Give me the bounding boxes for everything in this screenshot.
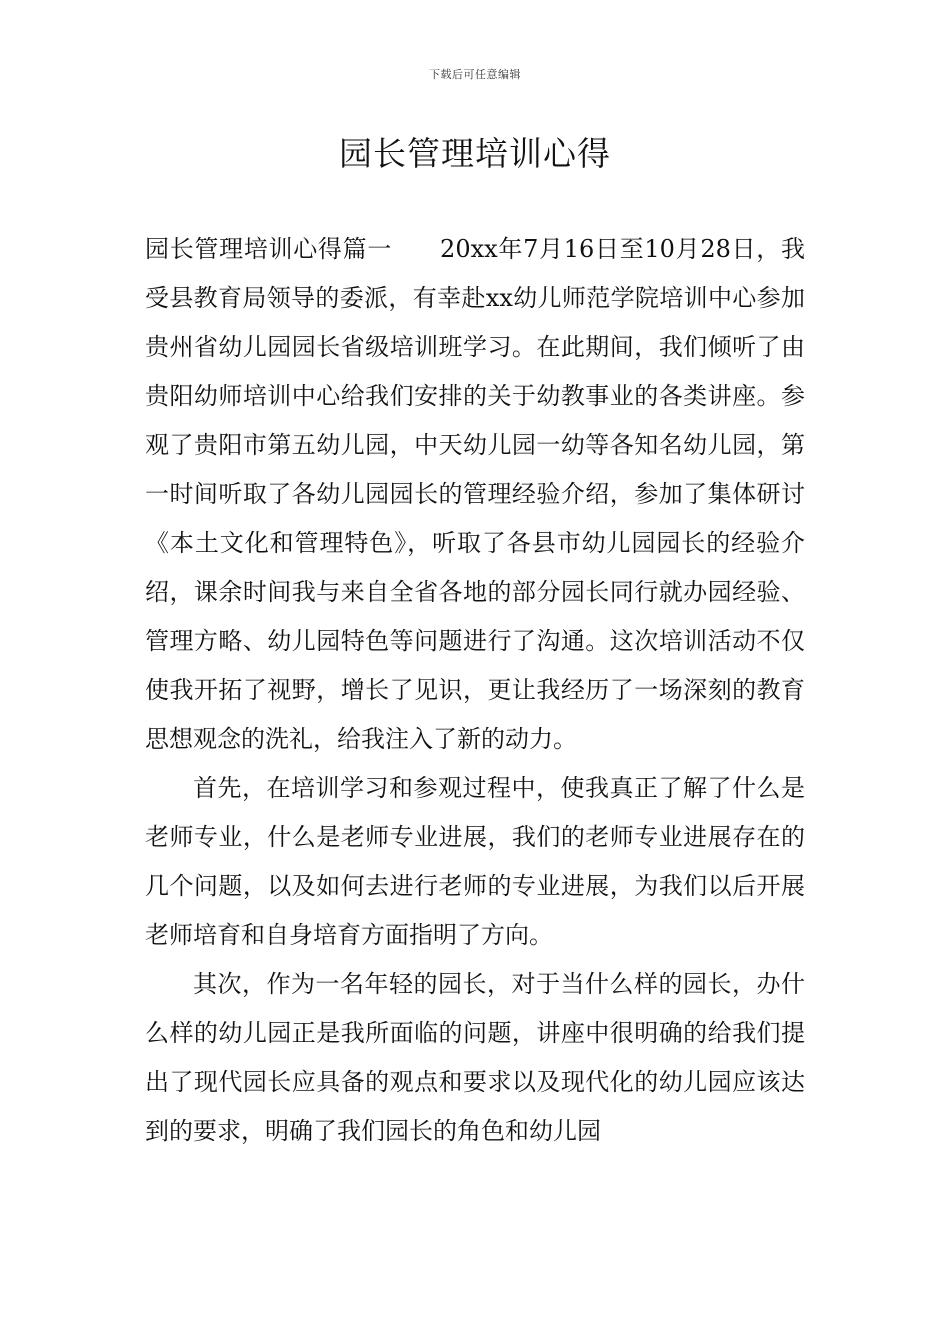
header-note: 下载后可任意编辑 xyxy=(429,68,521,81)
paragraph-1-text: 20xx年7月16日至10月28日，我受县教育局领导的委派，有幸赴xx幼儿师范学院培训中心参加贵州省幼儿园园长省级培训班学习。在此期间，我们倾听了由贵阳幼师培训中心给我们安排的关于幼教事业的各类讲座。参观了贵阳市第五幼儿园，中天幼儿园一幼等各知名幼儿园，第一时间听取了各幼儿园园长的管理经验介绍，参加了集体研讨《本土文化和管理特色》，听取了各县市幼儿园园长的经验介绍，课余时间我与来自全省各地的部分园长同行就办园经验、管理方略、幼儿园特色等问题进行了沟通。这次培训活动不仅使我开拓了视野，增长了见识，更让我经历了一场深刻的教育思想观念的洗礼，给我注入了新的动力。 xyxy=(145,235,805,753)
paragraph-3: 其次，作为一名年轻的园长，对于当什么样的园长，办什么样的幼儿园正是我所面临的问题，讲座中很明确的给我们提出了现代园长应具备的观点和要求以及现代化的幼儿园应该达到的要求，明确了我们园长的角色和幼儿园 xyxy=(145,970,805,1145)
document-title: 园长管理培训心得 xyxy=(339,134,611,173)
paragraph-2: 首先，在培训学习和参观过程中，使我真正了解了什么是老师专业，什么是老师专业进展，我们的老师专业进展存在的几个问题，以及如何去进行老师的专业进展，为我们以后开展老师培育和自身培育方面指明了方向。 xyxy=(145,774,805,949)
paragraph-1 xyxy=(145,225,805,764)
section-label: 园长管理培训心得篇一 xyxy=(145,235,393,263)
document-body xyxy=(145,225,805,1156)
